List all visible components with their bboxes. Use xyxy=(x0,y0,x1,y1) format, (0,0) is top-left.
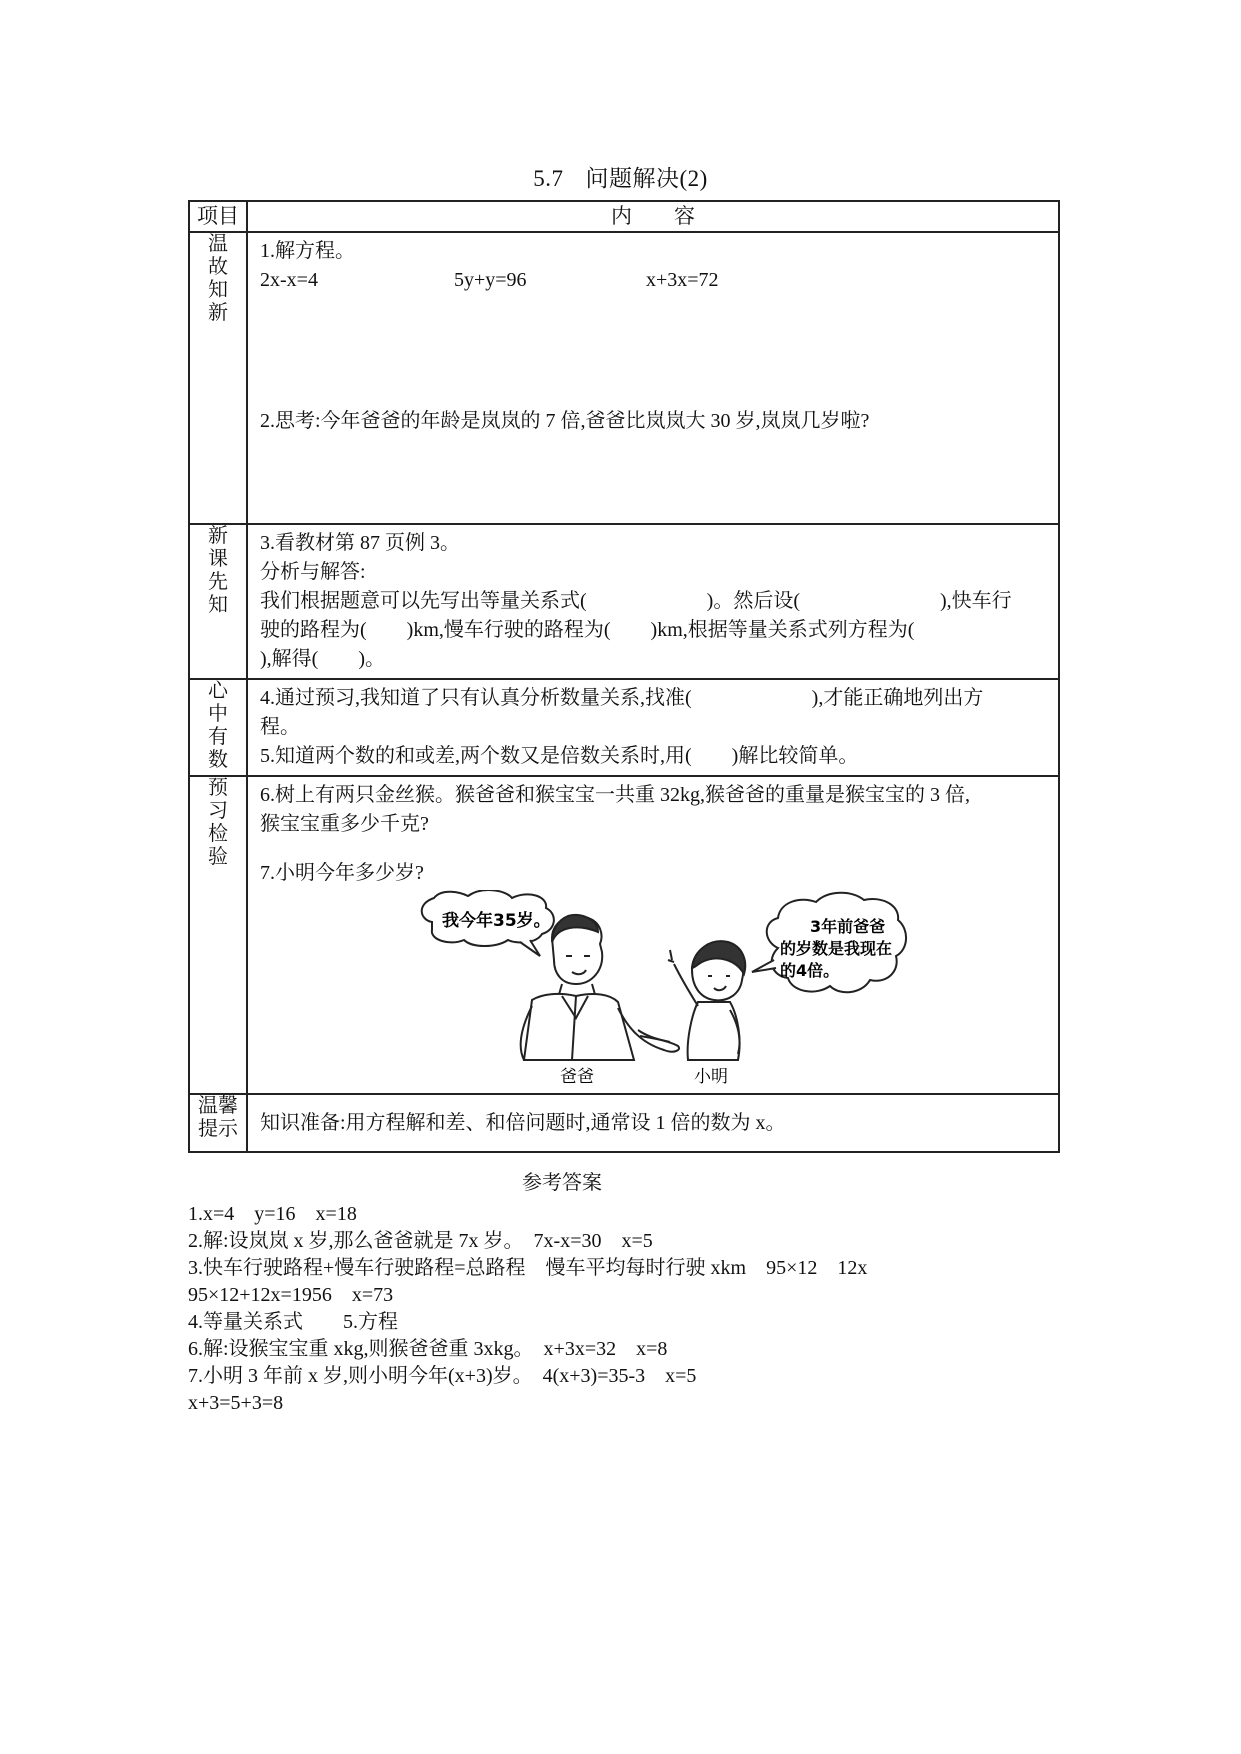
newlesson-row xyxy=(189,524,1059,679)
heart-row xyxy=(189,679,1059,776)
tip-text: 知识准备:用方程解和差、和倍问题时,通常设 1 倍的数为 x。 xyxy=(260,1111,786,1134)
worksheet-table xyxy=(188,200,1060,1153)
father-name-label: 爸爸 xyxy=(560,1067,594,1087)
heart-label-cell xyxy=(189,679,247,776)
header-item: 项目 xyxy=(189,201,247,232)
q1-title: 1.解方程。 xyxy=(260,240,355,262)
check-row xyxy=(189,776,1059,1094)
boy-name-label: 小明 xyxy=(694,1067,728,1087)
equation-1: 2x-x=4 xyxy=(260,269,318,291)
boy-speech-line-3: 的4倍。 xyxy=(780,961,840,980)
header-content: 内 容 xyxy=(247,201,1059,232)
answer-3a: 3.快车行驶路程+慢车行驶路程=总路程 慢车平均每时行驶 xkm 95×12 12x xyxy=(188,1257,868,1279)
q3-text: 3.看教材第 87 页例 3。 xyxy=(260,532,460,554)
q6-line-2: 猴宝宝重多少千克? xyxy=(260,813,429,835)
equation-3: x+3x=72 xyxy=(646,269,719,291)
equation-2: 5y+y=96 xyxy=(454,269,527,291)
review-label-cell xyxy=(189,232,247,524)
tip-label-cell xyxy=(189,1094,247,1152)
tip-label: 温馨提示 xyxy=(198,1095,238,1140)
answer-key xyxy=(188,1170,1060,1417)
answer-7b: x+3=5+3=8 xyxy=(188,1392,284,1414)
page-title xyxy=(0,160,1241,193)
boy-figure xyxy=(668,941,745,1060)
answer-key-title: 参考答案 xyxy=(522,1172,602,1194)
newlesson-label-cell xyxy=(189,524,247,679)
boy-bubble-tail xyxy=(752,960,776,972)
q6-line-1: 6.树上有两只金丝猴。猴爸爸和猴宝宝一共重 32kg,猴爸爸的重量是猴宝宝的 3 倍, xyxy=(260,784,970,806)
section-number: 5.7 xyxy=(533,166,564,191)
father-son-illustration xyxy=(412,890,912,1088)
q3-line-3: ),解得( )。 xyxy=(260,648,385,670)
answer-6: 6.解:设猴宝宝重 xkg,则猴爸爸重 3xkg。 x+3x=32 x=8 xyxy=(188,1338,668,1360)
answer-2: 2.解:设岚岚 x 岁,那么爸爸就是 7x 岁。 7x-x=30 x=5 xyxy=(188,1230,653,1252)
check-label-cell xyxy=(189,776,247,1094)
boy-speech-line-1: 3年前爸爸 xyxy=(810,917,886,936)
q4-line-1: 4.通过预习,我知道了只有认真分析数量关系,找准( ),才能正确地列出方 xyxy=(260,687,984,709)
header-row xyxy=(189,201,1059,232)
tip-content xyxy=(247,1094,1059,1152)
boy-speech-line-2: 的岁数是我现在 xyxy=(780,939,893,958)
father-figure xyxy=(521,915,679,1060)
answer-4-5: 4.等量关系式 5.方程 xyxy=(188,1311,398,1333)
father-speech-text: 我今年35岁。 xyxy=(442,911,551,931)
review-row xyxy=(189,232,1059,524)
section-title: 问题解决(2) xyxy=(585,166,708,191)
q4-line-2: 程。 xyxy=(260,716,300,738)
newlesson-content xyxy=(247,524,1059,679)
q2-text: 2.思考:今年爸爸的年龄是岚岚的 7 倍,爸爸比岚岚大 30 岁,岚岚几岁啦? xyxy=(260,410,870,432)
newlesson-label: 新课先知 xyxy=(208,525,228,616)
answer-7: 7.小明 3 年前 x 岁,则小明今年(x+3)岁。 4(x+3)=35-3 x=5 xyxy=(188,1365,697,1387)
review-label: 温故知新 xyxy=(208,233,228,324)
q3-line-2: 驶的路程为( )km,慢车行驶的路程为( )km,根据等量关系式列方程为( xyxy=(260,619,915,641)
review-content xyxy=(247,232,1059,524)
heart-content xyxy=(247,679,1059,776)
father-bubble-tail xyxy=(520,940,540,956)
check-label: 预习检验 xyxy=(208,777,228,868)
tip-row xyxy=(189,1094,1059,1152)
q1-equations xyxy=(260,266,1048,295)
analysis-heading: 分析与解答: xyxy=(260,561,366,583)
heart-label: 心中有数 xyxy=(208,680,228,771)
answer-1: 1.x=4 y=16 x=18 xyxy=(188,1203,357,1225)
check-content xyxy=(247,776,1059,1094)
answer-3b: 95×12+12x=1956 x=73 xyxy=(188,1284,394,1306)
q5-text: 5.知道两个数的和或差,两个数又是倍数关系时,用( )解比较简单。 xyxy=(260,745,859,767)
q7-text: 7.小明今年多少岁? xyxy=(260,862,424,884)
q3-line-1: 我们根据题意可以先写出等量关系式( )。然后设( ),快车行 xyxy=(260,590,1012,612)
